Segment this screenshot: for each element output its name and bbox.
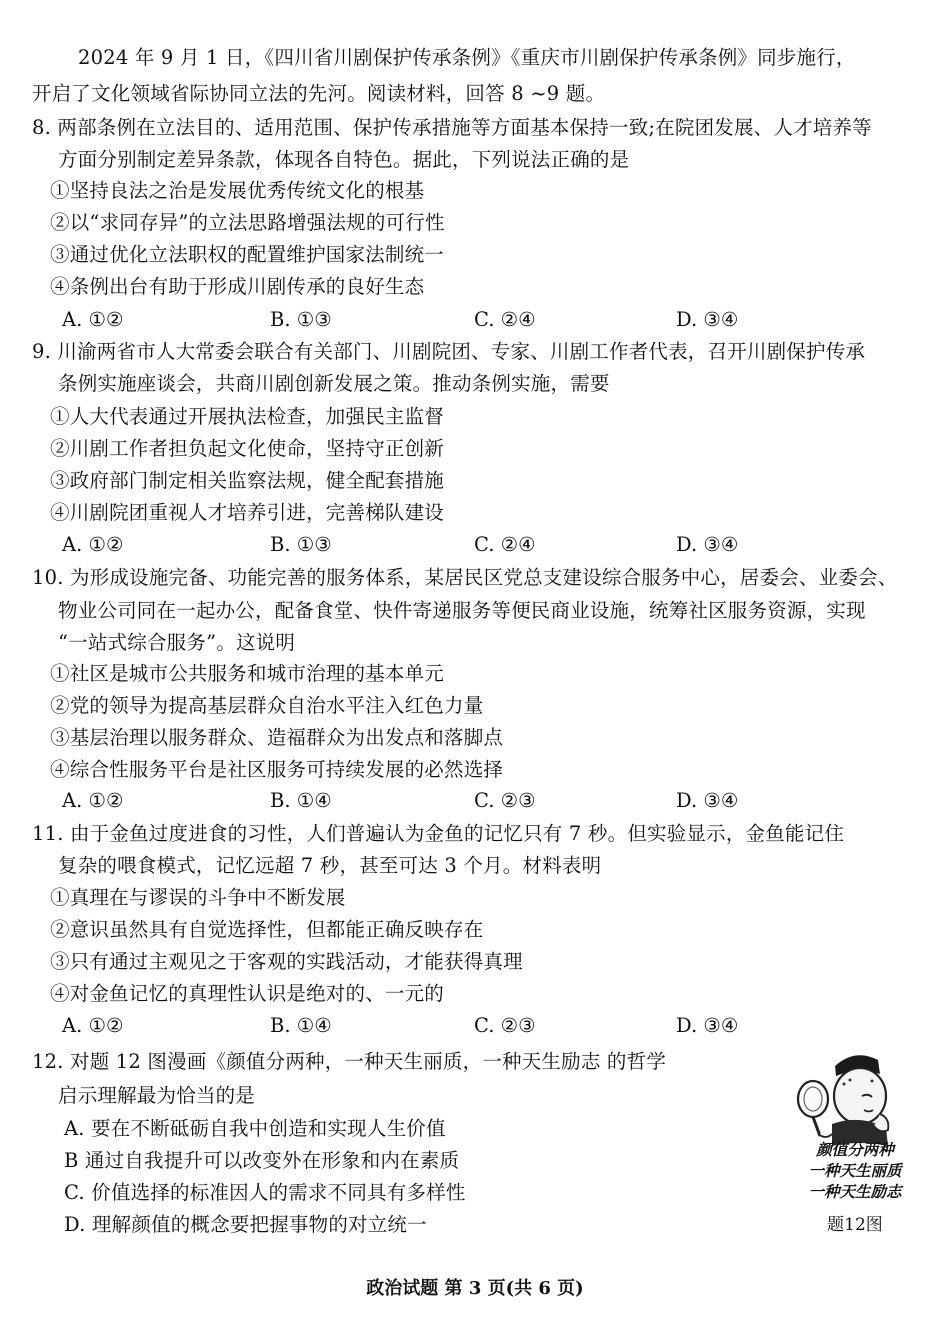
q11-choice-b: B. ①④ [270,1014,332,1037]
q11-choices [62,1012,822,1040]
q8-choices [62,306,822,334]
q10-stem-line-2: 物业公司同在一起办公，配备食堂、快件寄递服务等便民商业设施，统筹社区服务资源，实现 [58,599,866,622]
q12-option-c: C. 价值选择的标准因人的需求不同具有多样性 [64,1181,466,1204]
q10-choices [62,787,822,815]
q12-stem-line-2: 启示理解最为恰当的是 [58,1084,256,1107]
q12-option-b: B 通过自我提升可以改变外在形象和内在素质 [64,1149,460,1172]
intro-line-1: 2024 年 9 月 1 日，《四川省川剧保护传承条例》《重庆市川剧保护传承条例》同步施行， [78,46,856,69]
q9-stem-line-1: 9. 川渝两省市人大常委会联合有关部门、川剧院团、专家、川剧工作者代表，召开川剧保护传承 [32,340,866,363]
cartoon-caption-line-1: 颜值分两种 [816,1140,894,1159]
q11-stem-line-2: 复杂的喂食模式，记忆远超 7 秒，甚至可达 3 个月。材料表明 [58,854,602,877]
q11-option-1: ①真理在与谬误的斗争中不断发展 [50,886,346,909]
q11-choice-a: A. ①② [62,1014,124,1037]
page-footer: 政治试题 第 3 页(共 6 页) [366,1278,584,1299]
q10-option-1: ①社区是城市公共服务和城市治理的基本单元 [50,662,445,685]
q8-option-2: ②以“求同存异”的立法思路增强法规的可行性 [50,211,445,234]
q10-choice-a: A. ①② [62,789,124,812]
q10-choice-b: B. ①④ [270,789,332,812]
q10-option-3: ③基层治理以服务群众、造福群众为出发点和落脚点 [50,726,504,749]
q12-stem-line-1: 12. 对题 12 图漫画《颜值分两种，一种天生丽质，一种天生励志 的哲学 [32,1050,667,1073]
q9-choice-a: A. ①② [62,533,124,556]
q8-choice-d: D. ③④ [676,308,739,331]
q10-stem-line-1: 10. 为形成设施完备、功能完善的服务体系，某居民区党总支建设综合服务中心，居委会、业委会、 [32,566,898,589]
q9-option-2: ②川剧工作者担负起文化使命，坚持守正创新 [50,437,445,460]
q11-option-2: ②意识虽然具有自觉选择性，但都能正确反映存在 [50,918,484,941]
q8-choice-c: C. ②④ [474,308,536,331]
q8-stem-line-1: 8. 两部条例在立法目的、适用范围、保护传承措施等方面基本保持一致;在院团发展、人才培养等 [32,116,872,139]
q8-option-3: ③通过优化立法职权的配置维护国家法制统一 [50,243,445,266]
q9-option-1: ①人大代表通过开展执法检查，加强民主监督 [50,405,445,428]
q10-choice-d: D. ③④ [676,789,739,812]
q9-choice-d: D. ③④ [676,533,739,556]
q9-option-4: ④川剧院团重视人才培养引进，完善梯队建设 [50,501,445,524]
q9-choice-b: B. ①③ [270,533,332,556]
q8-option-4: ④条例出台有助于形成川剧传承的良好生态 [50,275,425,298]
q9-choice-c: C. ②④ [474,533,536,556]
q9-option-3: ③政府部门制定相关监察法规，健全配套措施 [50,469,445,492]
q9-stem-line-2: 条例实施座谈会，共商川剧创新发展之策。推动条例实施，需要 [58,372,610,395]
q8-stem-line-2: 方面分别制定差异条款，体现各自特色。据此，下列说法正确的是 [58,148,630,171]
figure-label: 题12图 [827,1215,883,1235]
q10-stem-line-3: “一站式综合服务”。这说明 [58,631,296,654]
q8-option-1: ①坚持良法之治是发展优秀传统文化的根基 [50,179,425,202]
q8-choice-b: B. ①③ [270,308,332,331]
q8-choice-a: A. ①② [62,308,124,331]
q11-option-4: ④对金鱼记忆的真理性认识是绝对的、一元的 [50,982,445,1005]
q10-option-4: ④综合性服务平台是社区服务可持续发展的必然选择 [50,758,504,781]
q10-choice-c: C. ②③ [474,789,536,812]
q11-choice-d: D. ③④ [676,1014,739,1037]
cartoon-caption-line-3: 一种天生励志 [808,1182,902,1201]
intro-line-2: 开启了文化领域省际协同立法的先河。阅读材料，回答 8 ~9 题。 [32,82,606,105]
q9-choices [62,531,822,559]
q12-option-d: D. 理解颜值的概念要把握事物的对立统一 [64,1213,427,1236]
cartoon-caption-line-2: 一种天生丽质 [808,1161,902,1180]
q12-option-a: A. 要在不断砥砺自我中创造和实现人生价值 [64,1117,446,1140]
q11-choice-c: C. ②③ [474,1014,536,1037]
q10-option-2: ②党的领导为提高基层群众自治水平注入红色力量 [50,694,484,717]
q11-stem-line-1: 11. 由于金鱼过度进食的习性，人们普遍认为金鱼的记忆只有 7 秒。但实验显示，金鱼能记住 [32,822,845,845]
q11-option-3: ③只有通过主观见之于客观的实践活动，才能获得真理 [50,950,523,973]
